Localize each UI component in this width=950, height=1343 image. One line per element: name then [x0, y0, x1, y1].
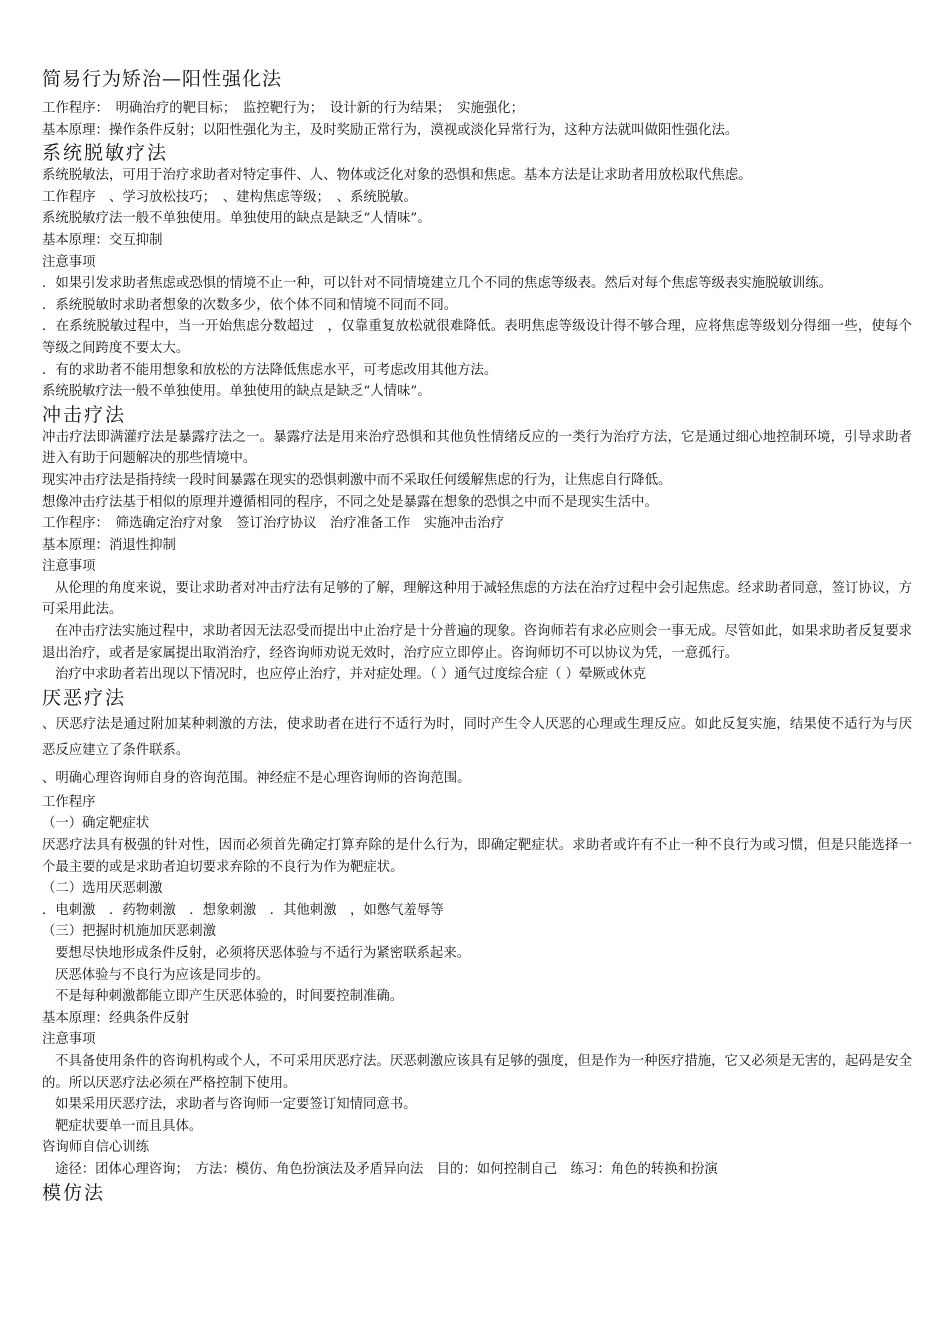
paragraph: 基本原理：交互抑制: [42, 232, 163, 248]
section-heading: 厌恶疗法: [42, 686, 127, 709]
principle-line: 基本原理：经典条件反射: [42, 1010, 190, 1026]
list-item: 不是每种刺激都能立即产生厌恶体验的，时间要控制准确。: [55, 989, 404, 1005]
paragraph: 途径：团体心理咨询； 方法：模仿、角色扮演法及矛盾异向法 目的：如何控制自己 练习：角色的转换和扮演: [55, 1161, 718, 1177]
list-item: 厌恶体验与不良行为应该是同步的。: [55, 967, 270, 983]
paragraph: 基本原理：消退性抑制: [42, 537, 176, 553]
paragraph: 厌恶疗法具有极强的针对性，因而必须首先确定打算弃除的是什么行为，即确定靶症状。求助者或许有不止一种不良行为或习惯，但是只能选择一个最主要的或是求助者迫切要求弃除的不良行为作为靶症状。: [42, 838, 912, 875]
paragraph: （三）把握时机施加厌恶刺激: [42, 924, 217, 940]
paragraph: 冲击疗法即满灌疗法是暴露疗法之一。暴露疗法是用来治疗恐惧和其他负性情绪反应的一类行为治疗方法，它是通过细心地控制环境，引导求助者进入有助于问题解决的那些情境中。: [42, 429, 912, 467]
paragraph: 、厌恶疗法是通过附加某种刺激的方法，使求助者在进行不适行为时，同时产生令人厌恶的心理或生理反应。如此反复实施，结果使不适行为与厌恶反应建立了条件联系。: [42, 716, 912, 758]
note-paragraph: 如果采用厌恶疗法，求助者与咨询师一定要签订知情同意书。: [55, 1097, 417, 1113]
list-item: 要想尽快地形成条件反射，必须将厌恶体验与不适行为紧密联系起来。: [55, 946, 471, 961]
note-paragraph: 从伦理的角度来说，要让求助者对冲击疗法有足够的了解，理解这种用于减轻焦虑的方法在治疗过程中会引起焦虑。经求助者同意，签订协议，方可采用此法。: [42, 580, 912, 618]
document-title: 简易行为矫治—阳性强化法: [42, 68, 283, 90]
document-page: [42, 66, 912, 1205]
section-flooding-therapy: [42, 403, 912, 686]
section-aversion-therapy: [42, 686, 912, 1181]
section-positive-reinforcement: [42, 98, 912, 141]
paragraph: 工作程序: [42, 794, 96, 810]
paragraph: ．电刺激 ．药物刺激 ．想象刺激 ．其他刺激 ，如憋气羞辱等: [42, 902, 444, 918]
note-paragraph: 靶症状要单一而且具体。: [55, 1118, 203, 1134]
section-heading: 系统脱敏疗法: [42, 142, 169, 165]
paragraph: （一）确定靶症状: [42, 816, 150, 832]
principle-line: 基本原理：操作条件反射；以阳性强化为主，及时奖励正常行为，漠视或淡化异常行为，这种方法就叫做阳性强化法。: [42, 122, 739, 138]
subsection-title: 咨询师自信心训练: [42, 1140, 150, 1156]
notes-label: 注意事项: [42, 1032, 96, 1048]
paragraph: 注意事项: [42, 254, 96, 270]
section-heading: 模仿法: [42, 1181, 106, 1204]
workflow-line: 工作程序： 明确治疗的靶目标； 监控靶行为； 设计新的行为结果； 实施强化；: [42, 101, 525, 116]
paragraph: 想像冲击疗法基于相似的原理并遵循相同的程序，不同之处是暴露在想象的恐惧之中而不是现实生活中。: [42, 494, 658, 510]
list-item: ．有的求助者不能用想象和放松的方法降低焦虑水平，可考虑改用其他方法。: [42, 362, 498, 378]
note-paragraph: 治疗中求助者若出现以下情况时，也应停止治疗，并对症处理。（ ）通气过度综合症（ ）晕厥或休克: [55, 667, 646, 683]
section-heading: 冲击疗法: [42, 403, 127, 426]
paragraph: 工作程序： 筛选确定治疗对象 签订治疗协议 治疗准备工作 实施冲击治疗: [42, 516, 504, 532]
section-systematic-desensitization: [42, 141, 912, 403]
paragraph: 、明确心理咨询师自身的咨询范围。神经症不是心理咨询师的咨询范围。: [42, 770, 471, 786]
paragraph: 工作程序 、学习放松技巧； 、建构焦虑等级； 、系统脱敏。: [42, 189, 417, 205]
paragraph: （二）选用厌恶刺激: [42, 881, 163, 897]
paragraph: 系统脱敏疗法一般不单独使用。单独使用的缺点是缺乏“人情味”。: [42, 384, 431, 400]
paragraph: 注意事项: [42, 559, 96, 575]
list-item: ．系统脱敏时求助者想象的次数多少，依个体不同和情境不同而不同。: [42, 297, 458, 313]
section-modeling: [42, 1181, 912, 1205]
paragraph: 系统脱敏法，可用于治疗求助者对特定事件、人、物体或泛化对象的恐惧和焦虑。基本方法是让求助者用放松取代焦虑。: [42, 168, 752, 184]
paragraph: 现实冲击疗法是指持续一段时间暴露在现实的恐惧刺激中而不采取任何缓解焦虑的行为，让焦虑自行降低。: [42, 472, 672, 488]
note-paragraph: 不具备使用条件的咨询机构或个人，不可采用厌恶疗法。厌恶刺激应该具有足够的强度，但是作为一种医疗措施，它又必须是无害的，起码是安全的。所以厌恶疗法必须在严格控制下使用。: [42, 1053, 912, 1091]
note-paragraph: 在冲击疗法实施过程中，求助者因无法忍受而提出中止治疗是十分普遍的现象。咨询师若有求必应则会一事无成。尽管如此，如果求助者反复要求退出治疗，或者是家属提出取消治疗，经咨询师劝说无效时，治疗应立即停止。咨询师切不可以协议为凭，一意孤行。: [42, 624, 912, 661]
list-item: ．在系统脱敏过程中，当一开始焦虑分数超过 ，仅靠重复放松就很难降低。表明焦虑等级设计得不够合理，应将焦虑等级划分得细一些，使每个等级之间跨度不要太大。: [42, 319, 912, 356]
paragraph: 系统脱敏疗法一般不单独使用。单独使用的缺点是缺乏“人情味”。: [42, 211, 431, 227]
list-item: ．如果引发求助者焦虑或恐惧的情境不止一种，可以针对不同情境建立几个不同的焦虑等级表。然后对每个焦虑等级表实施脱敏训练。: [42, 276, 833, 292]
